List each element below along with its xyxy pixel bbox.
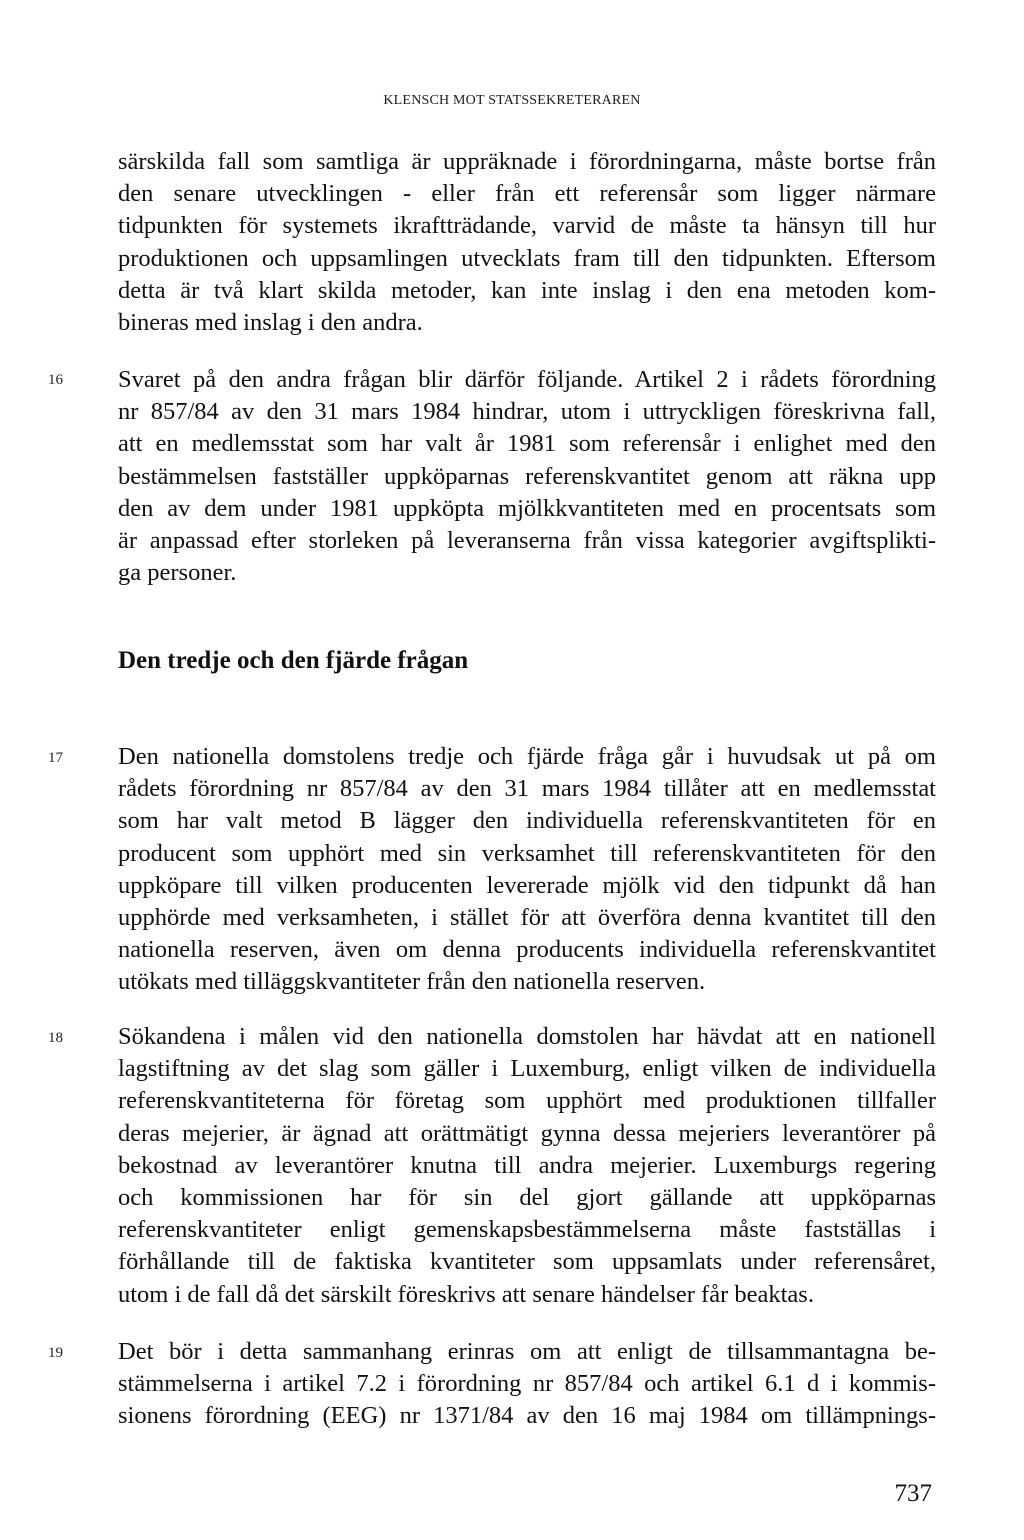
text-line: ga personer. xyxy=(118,559,237,587)
text-line: produktionen och uppsamlingen utvecklats fram till den tidpunkten. Eftersom xyxy=(118,244,936,272)
text-line: referenskvantiteterna för företag som upphört med produktionen tillfaller xyxy=(118,1087,936,1115)
text-line: nr 857/84 av den 31 mars 1984 hindrar, utom i uttryckligen föreskrivna fall, xyxy=(118,398,936,426)
text-line: producent som upphört med sin verksamhet till referenskvantiteten för den xyxy=(118,839,936,867)
text-line: utökats med tilläggskvantiteter från den nationella reserven. xyxy=(118,968,706,996)
text-line: detta är två klart skilda metoder, kan inte inslag i den ena metoden kom- xyxy=(118,276,936,304)
running-header: KLENSCH MOT STATSSEKRETERAREN xyxy=(383,93,641,108)
text-line: lagstiftning av det slag som gäller i Luxemburg, enligt vilken de individuella xyxy=(118,1055,936,1083)
text-line: stämmelserna i artikel 7.2 i förordning nr 857/84 och artikel 6.1 d i kommis- xyxy=(118,1370,936,1398)
text-line: som har valt metod B lägger den individuella referenskvantiteten för en xyxy=(118,807,936,835)
paragraph-number: 19 xyxy=(48,1345,63,1361)
text-line: Svaret på den andra frågan blir därför följande. Artikel 2 i rådets förordning xyxy=(118,366,936,393)
text-line: att en medlemsstat som har valt år 1981 som referensår i enlighet med den xyxy=(118,430,936,458)
text-line: utom i de fall då det särskilt föreskrivs att senare händelser får beaktas. xyxy=(118,1280,814,1308)
section-heading: Den tredje och den fjärde frågan xyxy=(118,647,469,674)
paragraph-19 xyxy=(118,1336,936,1433)
text-line: och kommissionen har för sin del gjort gällande att uppköparnas xyxy=(118,1184,936,1212)
text-line: bestämmelsen fastställer uppköparnas referenskvantitet genom att räkna upp xyxy=(118,462,936,490)
paragraph-number: 18 xyxy=(48,1030,63,1046)
text-line: uppköpare till vilken producenten levererade mjölk vid den tidpunkt då han xyxy=(118,871,936,899)
text-line: Sökandena i målen vid den nationella domstolen har hävdat att en nationell xyxy=(118,1023,936,1050)
text-line: bekostnad av leverantörer knutna till andra mejerier. Luxemburgs regering xyxy=(118,1151,936,1179)
paragraph-18 xyxy=(118,1021,936,1311)
text-line: bineras med inslag i den andra. xyxy=(118,309,423,337)
text-line: upphörde med verksamheten, i stället för att överföra denna kvantitet till den xyxy=(118,904,936,932)
text-line: förhållande till de faktiska kvantiteter som uppsamlats under referensåret, xyxy=(118,1248,936,1276)
text-line: Den nationella domstolens tredje och fjärde fråga går i huvudsak ut på om xyxy=(118,743,936,770)
paragraph-number: 17 xyxy=(48,750,63,766)
text-line: särskilda fall som samtliga är uppräknade i förordningarna, måste bortse från xyxy=(118,148,936,175)
text-line: rådets förordning nr 857/84 av den 31 mars 1984 tillåter att en medlemsstat xyxy=(118,775,936,803)
paragraph-number: 16 xyxy=(48,372,63,388)
text-line: den senare utvecklingen - eller från ett referensår som ligger närmare xyxy=(118,180,936,208)
text-line: deras mejerier, är ägnad att orättmätigt gynna dessa mejeriers leverantörer på xyxy=(118,1119,936,1147)
text-line: Det bör i detta sammanhang erinras om att enligt de tillsammantagna be- xyxy=(118,1338,936,1365)
text-line: nationella reserven, även om denna producents individuella referenskvantitet xyxy=(118,936,936,964)
text-line: den av dem under 1981 uppköpta mjölkkvantiteten med en procentsats som xyxy=(118,494,936,522)
text-line: referenskvantiteter enligt gemenskapsbestämmelserna måste fastställas i xyxy=(118,1216,936,1244)
text-line: är anpassad efter storleken på leveranserna från vissa kategorier avgiftsplikti- xyxy=(118,527,936,555)
paragraph-16 xyxy=(118,364,936,589)
text-line: sionens förordning (EEG) nr 1371/84 av den 16 maj 1984 om tillämpnings- xyxy=(118,1402,936,1430)
page-number: 737 xyxy=(894,1480,932,1507)
paragraph-17 xyxy=(118,741,936,999)
text-line: tidpunkten för systemets ikraftträdande, varvid de måste ta hänsyn till hur xyxy=(118,212,936,240)
continuation-paragraph xyxy=(118,146,936,339)
